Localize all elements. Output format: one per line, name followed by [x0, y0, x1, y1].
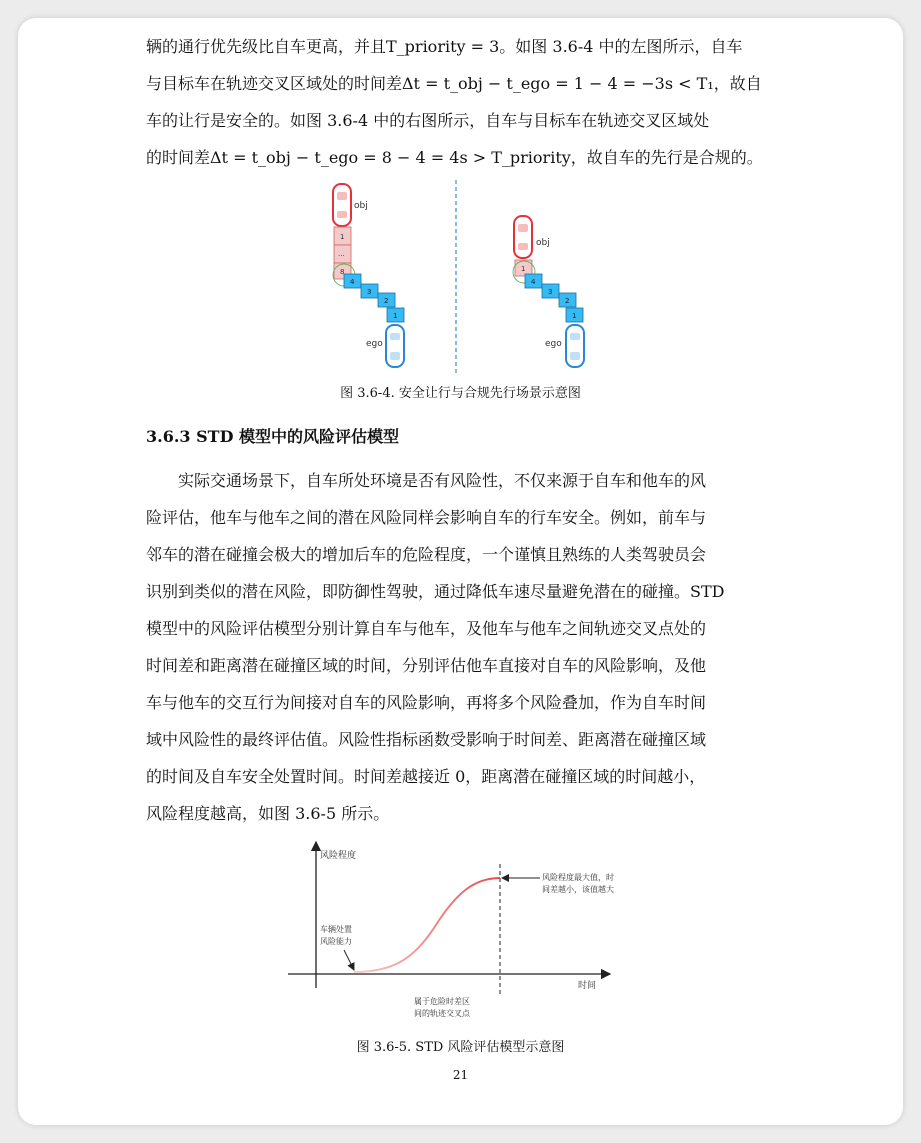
obj-car-icon — [514, 216, 532, 258]
obj-label: obj — [354, 201, 368, 211]
annotation-max: 风险程度最大值，时 — [542, 873, 614, 882]
page-number: 21 — [452, 1068, 469, 1082]
annotation-crossing: 属于危险时差区 — [414, 997, 470, 1006]
text-line: 车的让行是安全的。如图 3.6-4 中的右图所示，自车与目标车在轨迹交叉区域处 — [146, 111, 710, 130]
obj-label: obj — [536, 238, 550, 248]
y-axis-label: 风险程度 — [320, 851, 357, 861]
ego-cell-label: 4 — [350, 278, 355, 286]
text-line: 险评估，他车与他车之间的潜在风险同样会影响自车的行车安全。例如，前车与 — [146, 508, 707, 527]
paragraph-priority — [146, 28, 776, 176]
annotation-max: 间差越小，该值越大 — [542, 885, 614, 894]
risk-curve — [354, 878, 500, 972]
ego-car-icon — [386, 325, 404, 367]
text-line: 识别到类似的潜在风险，即防御性驾驶，通过降低车速尽量避免潜在的碰撞。STD — [146, 582, 725, 601]
annotation-crossing: 间的轨迹交叉点 — [414, 1009, 470, 1018]
figure-yield-scenarios — [300, 178, 620, 378]
figure-caption: 图 3.6-4. 安全让行与合规先行场景示意图 — [340, 386, 581, 401]
ego-car-icon — [566, 325, 584, 367]
figure-caption: 图 3.6-5. STD 风险评估模型示意图 — [356, 1040, 565, 1055]
text-line: 车与他车的交互行为间接对自车的风险影响，再将多个风险叠加，作为自车时间 — [146, 693, 707, 712]
annotation-ability: 车辆处置 — [320, 925, 352, 934]
text-line: 的时间及自车安全处置时间。时间差越接近 0，距离潜在碰撞区域的时间越小， — [146, 767, 706, 786]
text-line: 与目标车在轨迹交叉区域处的时间差Δt = t_obj − t_ego = 1 − 4 = −3s < T₁，故自 — [146, 74, 762, 93]
section-heading: 3.6.3 STD 模型中的风险评估模型 — [146, 427, 400, 446]
text-line: 的时间差Δt = t_obj − t_ego = 8 − 4 = 4s > T_priority，故自车的先行是合规的。 — [146, 148, 763, 167]
ego-cell-label: 3 — [548, 288, 553, 296]
ego-cell-label: 1 — [572, 312, 577, 320]
text-line: 风险程度越高，如图 3.6-5 所示。 — [146, 804, 390, 823]
ego-cell-label: 2 — [565, 297, 570, 305]
text-line: 邻车的潜在碰撞会极大的增加后车的危险程度，一个谨慎且熟练的人类驾驶员会 — [146, 545, 707, 564]
ego-cell-label: 3 — [367, 288, 372, 296]
text-line: 模型中的风险评估模型分别计算自车与他车，及他车与他车之间轨迹交叉点处的 — [146, 619, 707, 638]
ego-label: ego — [545, 339, 562, 349]
figure-risk-curve — [284, 838, 624, 1028]
text-line: 域中风险性的最终评估值。风险性指标函数受影响于时间差、距离潜在碰撞区域 — [146, 730, 707, 749]
x-axis-label: 时间 — [578, 981, 597, 991]
ego-cell-label: 1 — [393, 312, 398, 320]
obj-car-icon — [333, 184, 351, 226]
paragraph-risk-model — [146, 462, 776, 832]
obj-cell-label: 1 — [340, 233, 345, 241]
ego-cell-label: 4 — [531, 278, 536, 286]
text-line: 时间差和距离潜在碰撞区域的时间，分别评估他车直接对自车的风险影响，及他 — [146, 656, 707, 675]
text-line: 辆的通行优先级比自车更高，并且T_priority = 3。如图 3.6-4 中的左图所示，自车 — [146, 37, 743, 56]
text-line: 实际交通场景下，自车所处环境是否有风险性，不仅来源于自车和他车的风 — [146, 471, 707, 490]
annotation-ability: 风险能力 — [320, 937, 352, 946]
obj-cell-label: 1 — [521, 265, 526, 273]
ego-label: ego — [366, 339, 383, 349]
obj-cell-label: 8 — [340, 268, 345, 276]
ego-cell-label: 2 — [384, 297, 389, 305]
obj-cell-label: ... — [338, 250, 345, 258]
